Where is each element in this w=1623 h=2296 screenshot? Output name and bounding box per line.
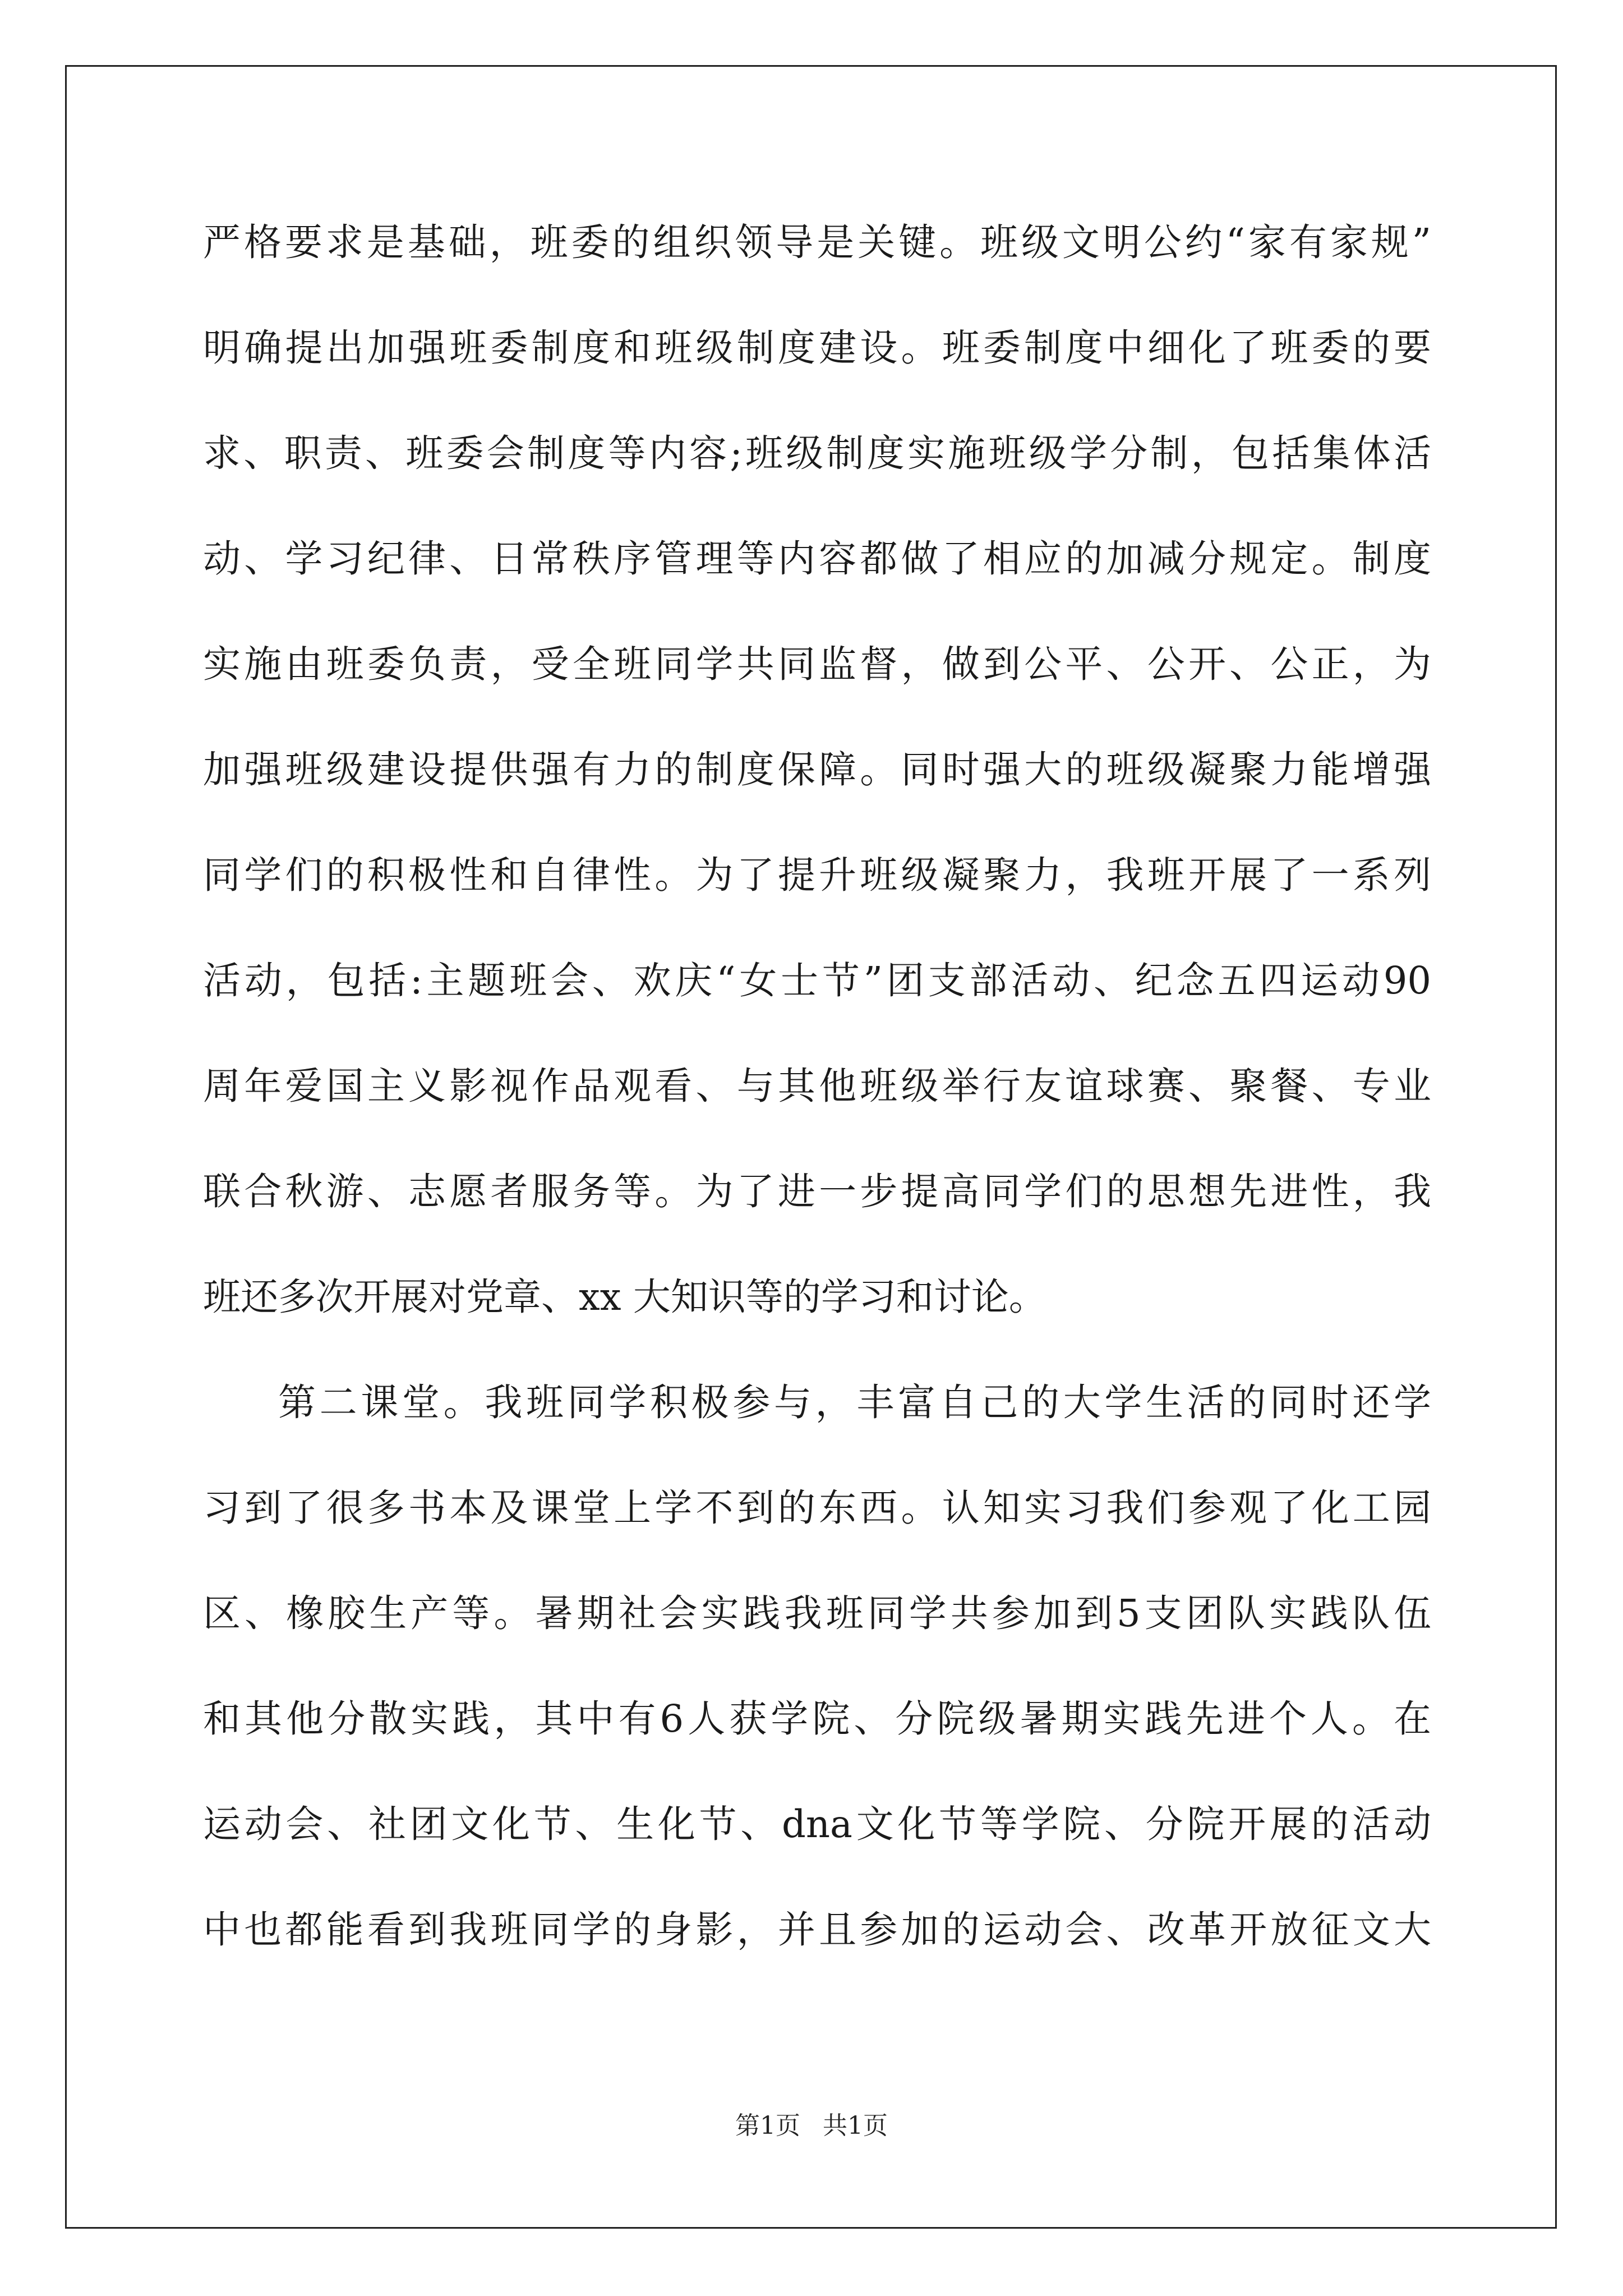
text-line: 第二课堂。我班同学积极参与，丰富自己的大学生活的同时还学: [278, 1381, 1431, 1424]
text-line: 同学们的积极性和自律性。为了提升班级凝聚力，我班开展了一系列: [203, 853, 1431, 897]
text-line: 动、学习纪律、日常秩序管理等内容都做了相应的加减分规定。制度: [203, 537, 1431, 581]
text-line: 运动会、社团文化节、生化节、dna文化节等学院、分院开展的活动: [203, 1802, 1431, 1846]
text-line: 周年爱国主义影视作品观看、与其他班级举行友谊球赛、聚餐、专业: [203, 1064, 1431, 1108]
text-line: 求、职责、班委会制度等内容;班级制度实施班级学分制，包括集体活: [203, 431, 1431, 475]
paragraph-2: [203, 1350, 1431, 1982]
text-line: 实施由班委负责，受全班同学共同监督，做到公平、公开、公正，为: [203, 642, 1431, 686]
text-line: 活动，包括:主题班会、欢庆“女士节”团支部活动、纪念五四运动90: [203, 959, 1431, 1002]
text-line: 联合秋游、志愿者服务等。为了进一步提高同学们的思想先进性，我: [203, 1170, 1431, 1213]
page-footer: [0, 2109, 1623, 2143]
text-line: 严格要求是基础，班委的组织领导是关键。班级文明公约“家有家规”: [203, 220, 1431, 264]
text-line: 区、橡胶生产等。暑期社会实践我班同学共参加到5支团队实践队伍: [203, 1591, 1431, 1635]
page-total: 共1页: [823, 2111, 888, 2140]
text-line: 明确提出加强班委制度和班级制度建设。班委制度中细化了班委的要: [203, 326, 1431, 370]
text-line: 班还多次开展对党章、xx 大知识等的学习和讨论。: [203, 1275, 1046, 1319]
text-line: 中也都能看到我班同学的身影，并且参加的运动会、改革开放征文大: [203, 1908, 1431, 1952]
text-line: 习到了很多书本及课堂上学不到的东西。认知实习我们参观了化工园: [203, 1486, 1431, 1530]
text-line: 加强班级建设提供强有力的制度保障。同时强大的班级凝聚力能增强: [203, 748, 1431, 792]
paragraph-1: [203, 190, 1431, 1350]
text-line: 和其他分散实践，其中有6人获学院、分院级暑期实践先进个人。在: [203, 1697, 1431, 1741]
page-number: 第1页: [735, 2111, 800, 2140]
document-body: [203, 190, 1431, 1982]
